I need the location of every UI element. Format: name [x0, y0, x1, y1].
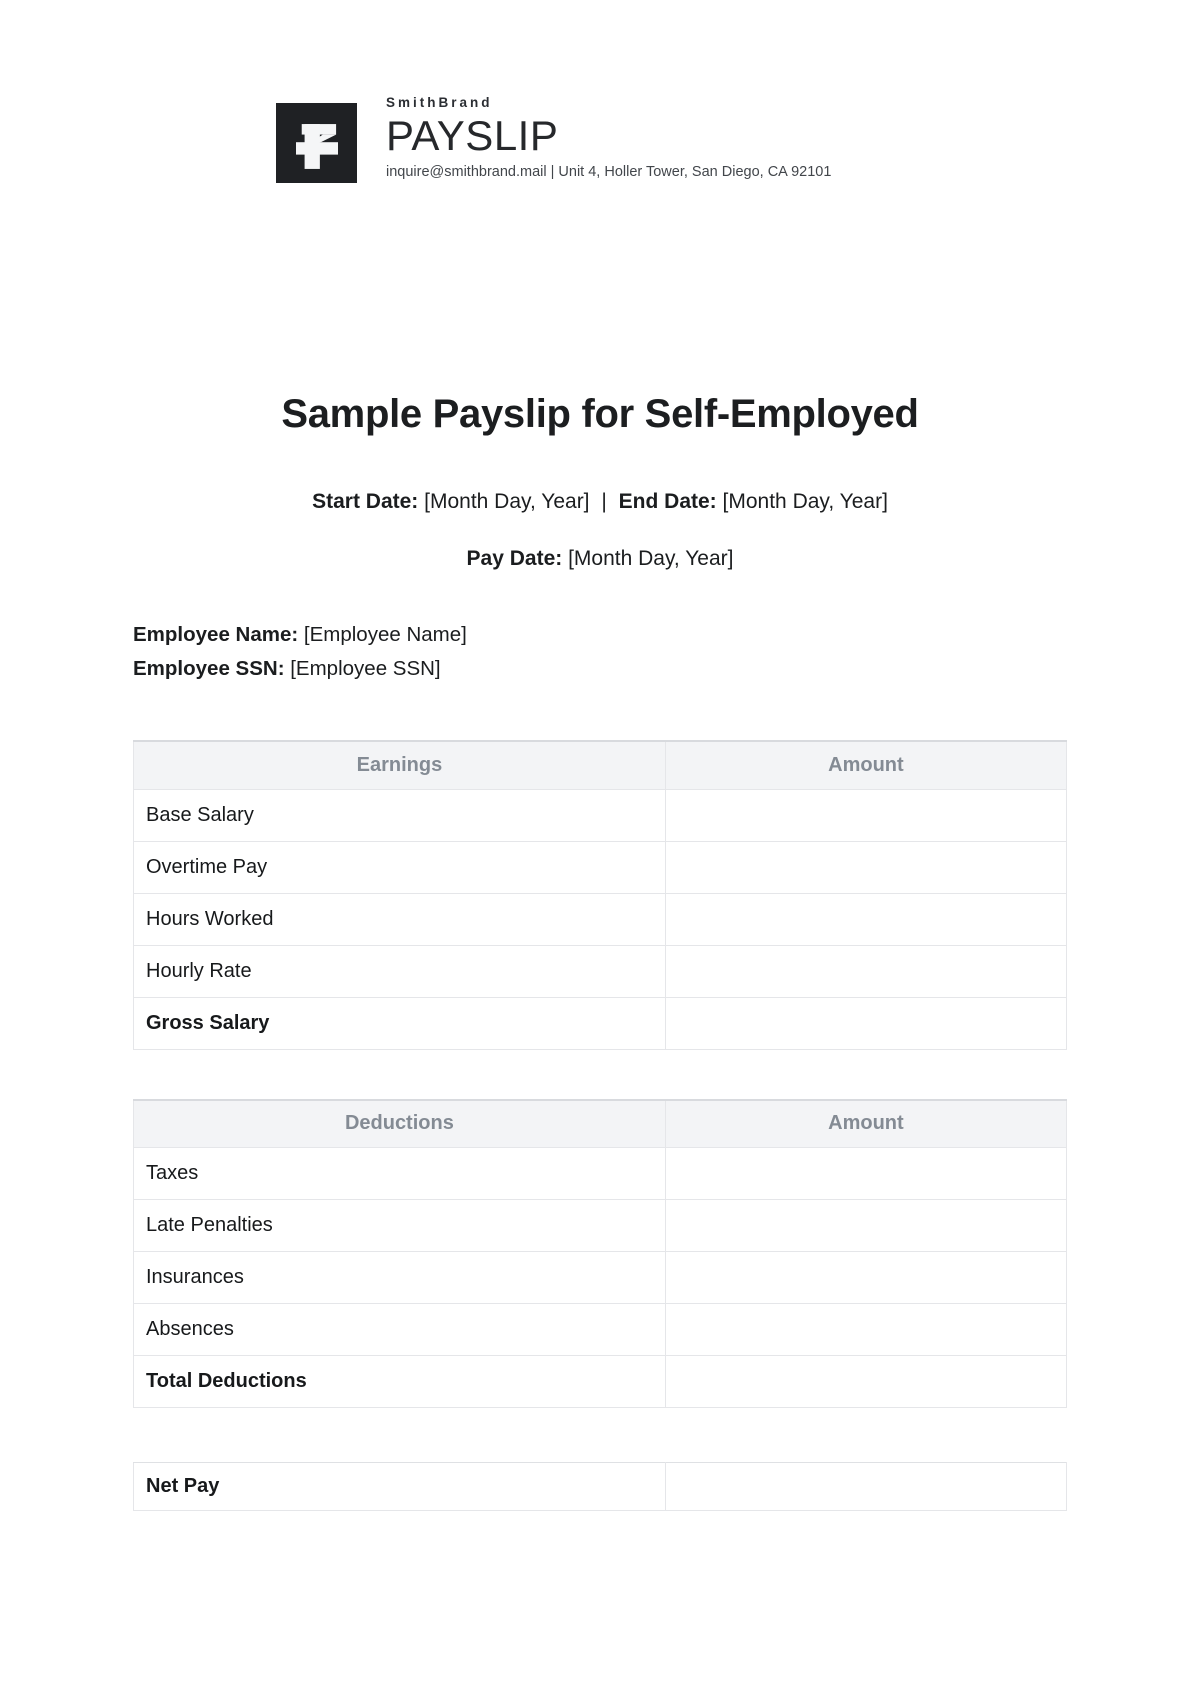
row-label: Overtime Pay [134, 841, 666, 893]
row-amount [665, 997, 1066, 1049]
amount-header-cell: Amount [665, 1100, 1066, 1148]
row-label: Gross Salary [134, 997, 666, 1049]
pay-date-line [133, 543, 1067, 574]
row-amount [665, 1463, 1066, 1511]
table-row [134, 1200, 1067, 1252]
row-label: Hourly Rate [134, 945, 666, 997]
row-amount [665, 893, 1066, 945]
end-date-label: End Date: [618, 490, 717, 513]
page-title: Sample Payslip for Self-Employed [281, 392, 919, 436]
employee-name-value: [Employee Name] [303, 623, 467, 646]
row-label: Absences [134, 1304, 666, 1356]
start-date-value: [Month Day, Year] [424, 490, 590, 513]
row-amount [665, 1356, 1066, 1408]
brand-contact-line: inquire@smithbrand.mail | Unit 4, Holler Tower, San Diego, CA 92101 [386, 164, 832, 180]
start-date-label: Start Date: [312, 490, 419, 513]
deductions-table-header [134, 1100, 1067, 1148]
row-amount [665, 789, 1066, 841]
brand-logo-icon [296, 124, 338, 169]
earnings-table [133, 740, 1067, 1050]
brand-text-block [386, 95, 831, 181]
document-body [133, 0, 1067, 1511]
earnings-table-header [134, 741, 1067, 789]
row-label: Late Penalties [134, 1200, 666, 1252]
deductions-header-cell: Deductions [134, 1100, 666, 1148]
row-label: Taxes [134, 1148, 666, 1200]
table-row [134, 1463, 1067, 1511]
employee-ssn-value: [Employee SSN] [290, 657, 441, 680]
table-row [134, 997, 1067, 1049]
table-row [134, 945, 1067, 997]
employee-ssn-line [133, 652, 1067, 686]
employee-info [133, 618, 1067, 686]
brand-name: SmithBrand [386, 95, 493, 110]
row-amount [665, 945, 1066, 997]
employee-ssn-label: Employee SSN: [133, 657, 285, 680]
amount-header-cell: Amount [665, 741, 1066, 789]
row-label: Total Deductions [134, 1356, 666, 1408]
row-amount [665, 1200, 1066, 1252]
row-amount [665, 1148, 1066, 1200]
net-pay-table [133, 1462, 1067, 1511]
table-row [134, 789, 1067, 841]
pay-date-value: [Month Day, Year] [568, 547, 734, 570]
row-label: Insurances [134, 1252, 666, 1304]
pay-date-label: Pay Date: [466, 547, 563, 570]
table-row [134, 1356, 1067, 1408]
table-row [134, 841, 1067, 893]
earnings-header-cell: Earnings [134, 741, 666, 789]
brand-logo [276, 103, 357, 183]
date-separator: | [601, 490, 607, 513]
employee-name-line [133, 618, 1067, 652]
deductions-table [133, 1099, 1067, 1409]
row-amount [665, 1304, 1066, 1356]
table-row [134, 1252, 1067, 1304]
row-label: Net Pay [134, 1463, 666, 1511]
row-amount [665, 841, 1066, 893]
table-row [134, 893, 1067, 945]
table-row [134, 1304, 1067, 1356]
end-date-value: [Month Day, Year] [722, 490, 888, 513]
row-label: Base Salary [134, 789, 666, 841]
row-label: Hours Worked [134, 893, 666, 945]
employee-name-label: Employee Name: [133, 623, 299, 646]
row-amount [665, 1252, 1066, 1304]
brand-header [276, 95, 832, 183]
document-type-label: PAYSLIP [386, 112, 559, 159]
period-line [133, 486, 1067, 517]
table-row [134, 1148, 1067, 1200]
